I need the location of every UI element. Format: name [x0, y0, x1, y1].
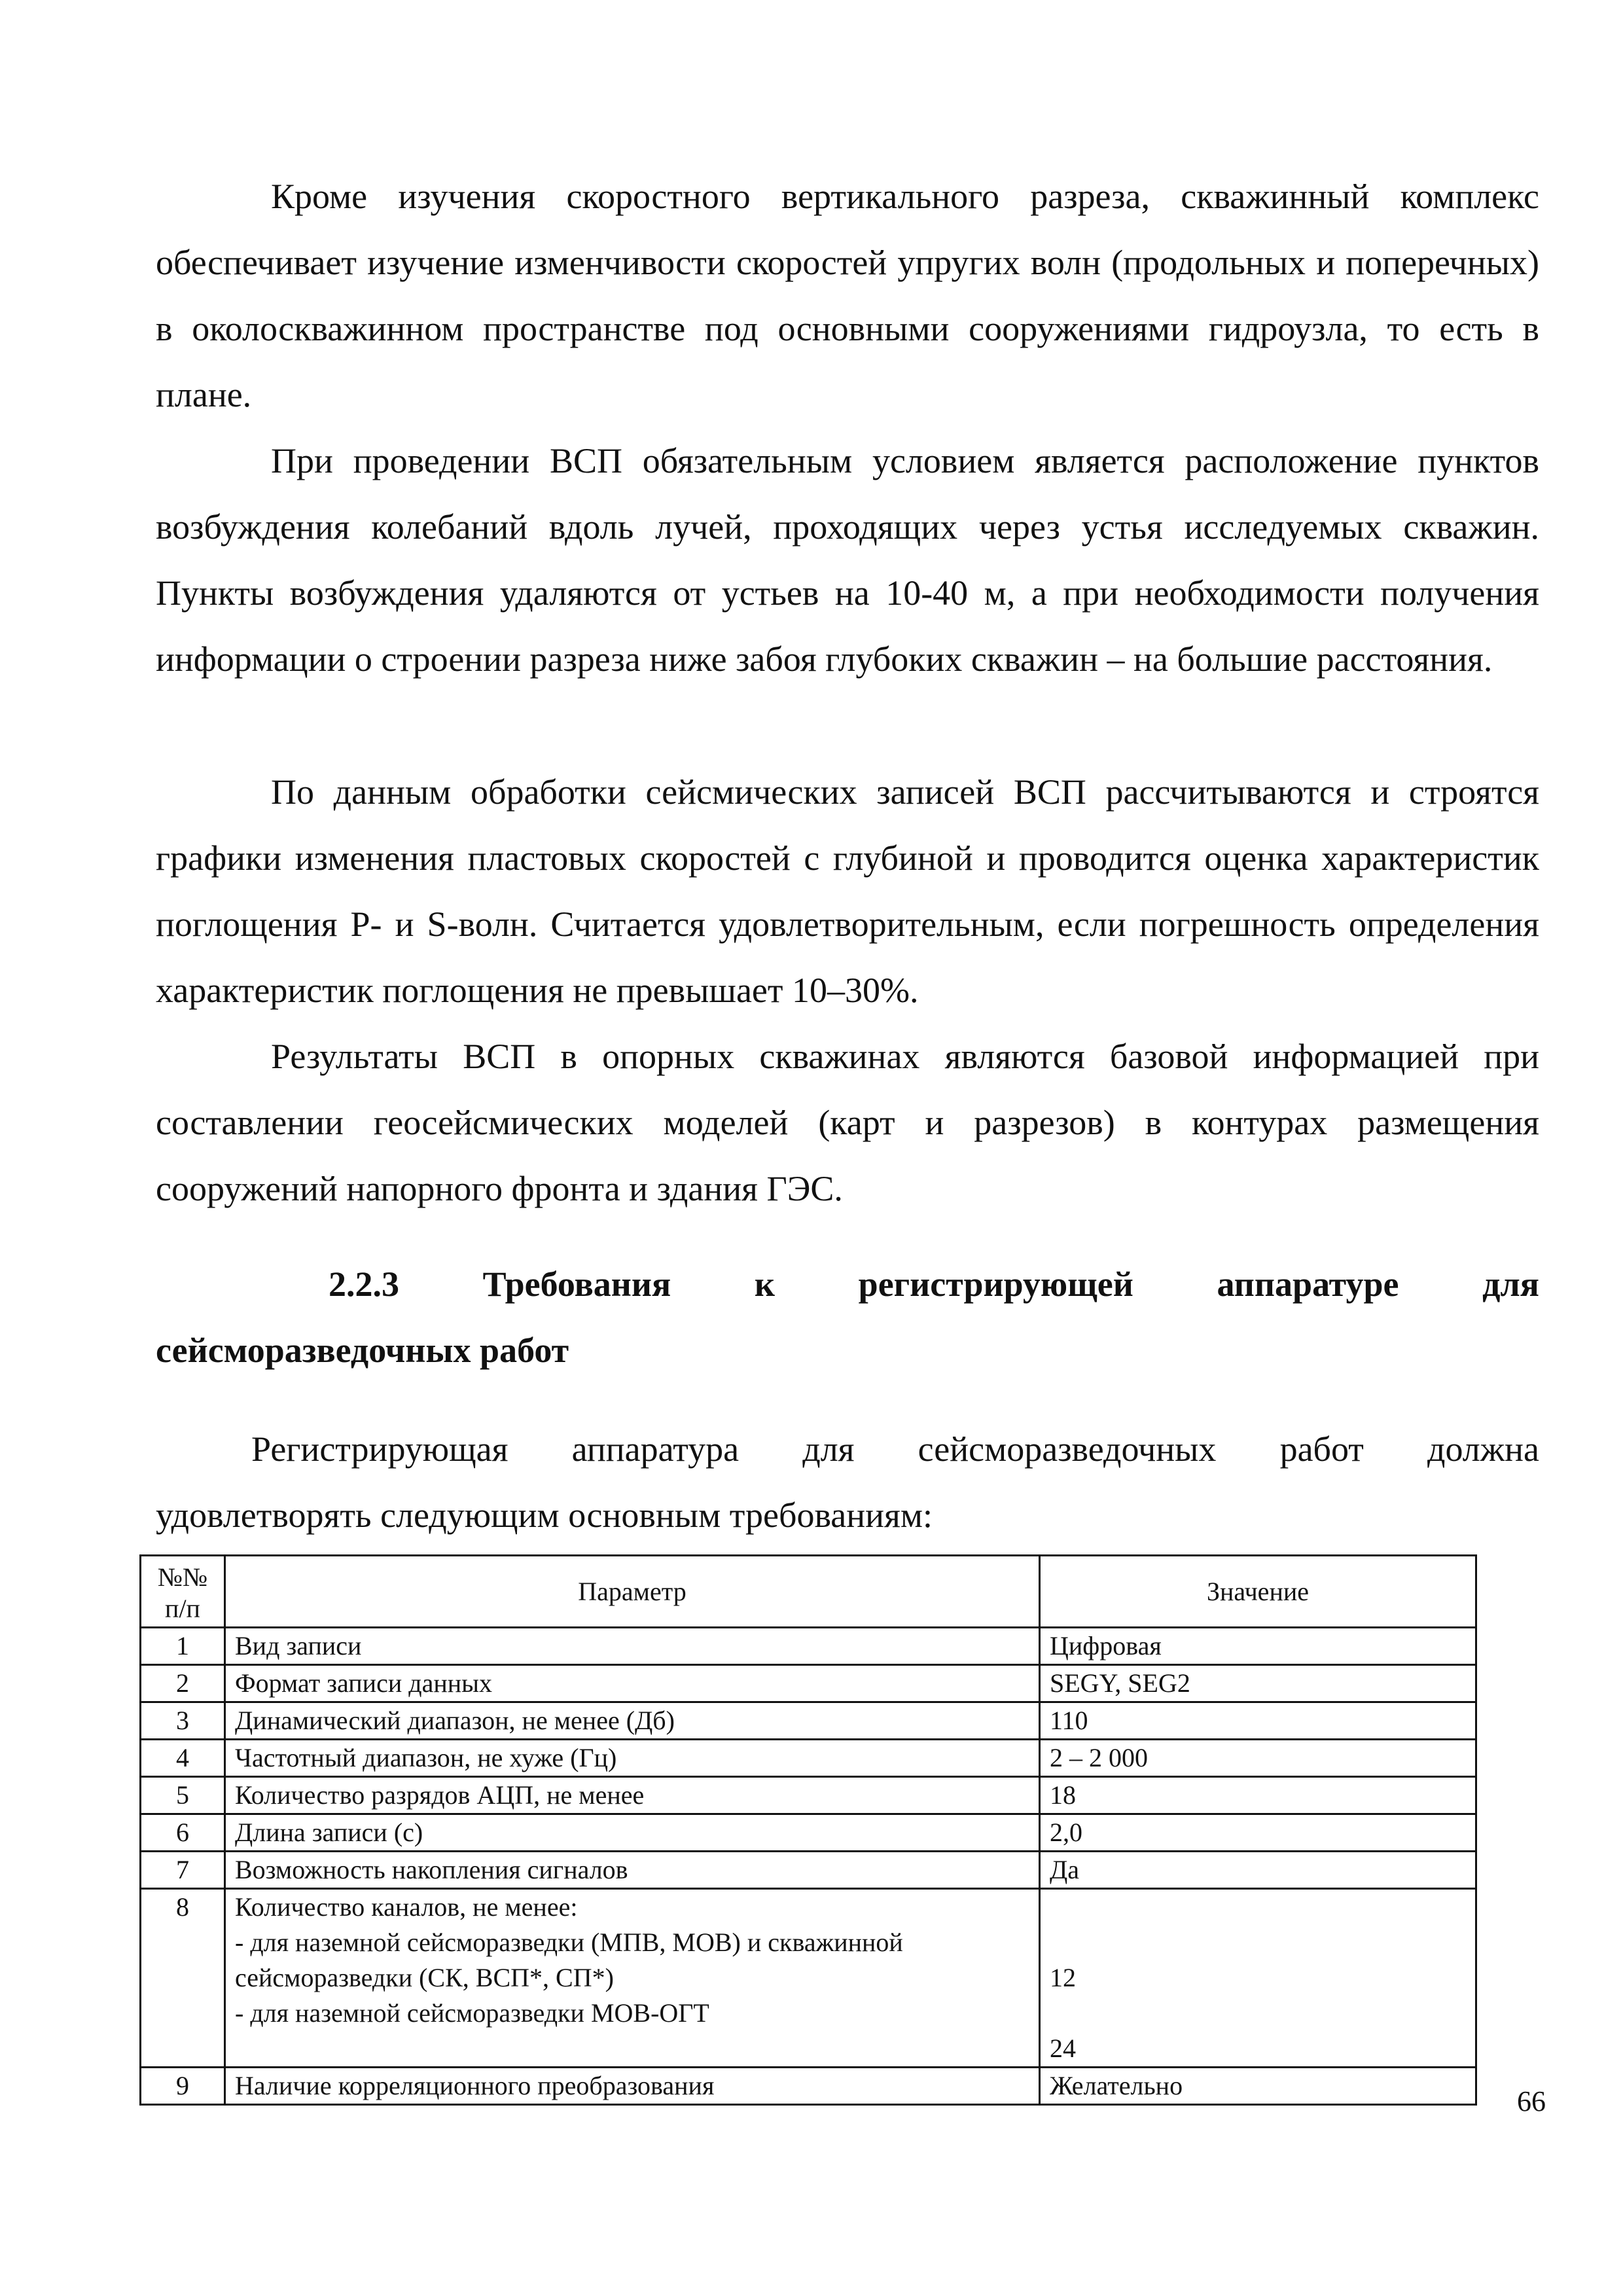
heading-word: к: [754, 1265, 775, 1304]
row-parameter: Возможность накопления сигналов: [225, 1852, 1040, 1889]
section-heading: [156, 1251, 1539, 1384]
requirements-table: [139, 1554, 1477, 2106]
row-number: 7: [141, 1852, 225, 1889]
row-number: 4: [141, 1740, 225, 1777]
intro-word: Регистрирующая: [251, 1429, 508, 1469]
row-number: 3: [141, 1702, 225, 1740]
channels-value-2: 24: [1050, 2034, 1076, 2063]
row-value: Да: [1040, 1852, 1476, 1889]
row-number: 1: [141, 1628, 225, 1665]
table-row: [141, 1777, 1476, 1814]
paragraph-3-first-line: По данным обработки сейсмических записей ВСП рассчитываются и: [271, 772, 1390, 812]
section-number: 2.2.3: [329, 1265, 399, 1304]
paragraph-2: [156, 428, 1539, 692]
header-param: Параметр: [225, 1556, 1040, 1628]
table-row: [141, 1852, 1476, 1889]
paragraph-4: [156, 1024, 1539, 1222]
channels-value-1: 12: [1050, 1963, 1076, 1992]
header-num-line-1: №№: [157, 1562, 208, 1592]
row-value: [1040, 1889, 1476, 2068]
section-heading-line-1: [156, 1251, 1539, 1318]
intro-word: должна: [1427, 1429, 1539, 1469]
row-value: 2 – 2 000: [1040, 1740, 1476, 1777]
row-value: 2,0: [1040, 1814, 1476, 1852]
channels-line: - для наземной сейсморазведки МОВ-ОГТ: [235, 1998, 709, 2028]
heading-word: для: [1482, 1265, 1539, 1304]
intro-word: работ: [1279, 1429, 1364, 1469]
row-parameter: Частотный диапазон, не хуже (Гц): [225, 1740, 1040, 1777]
row-parameter: Динамический диапазон, не менее (Дб): [225, 1702, 1040, 1740]
channels-line: Количество каналов, не менее:: [235, 1892, 578, 1922]
header-num-line-2: п/п: [165, 1593, 200, 1623]
paragraph-1-first-line: Кроме изучения скоростного вертикального разреза, скважинный комплекс: [271, 177, 1539, 216]
table-row: [141, 1814, 1476, 1852]
row-number: 2: [141, 1665, 225, 1702]
row-parameter: Формат записи данных: [225, 1665, 1040, 1702]
heading-word: Требования: [482, 1265, 671, 1304]
table-row: [141, 2068, 1476, 2105]
row-number: 9: [141, 2068, 225, 2105]
heading-word: аппаратуре: [1217, 1265, 1399, 1304]
table-row: [141, 1740, 1476, 1777]
paragraph-1-rest: обеспечивает изучение изменчивости скоростей упругих волн (продольных и поперечных) в околоскважинном пространстве под основными сооружениями гидроузла, то есть в плане.: [156, 243, 1539, 414]
row-value: 18: [1040, 1777, 1476, 1814]
row-parameter: Количество разрядов АЦП, не менее: [225, 1777, 1040, 1814]
intro-word: для: [802, 1429, 855, 1469]
channels-line: сейсморазведки (СК, ВСП*, СП*): [235, 1963, 614, 1992]
paragraph-4-rest: составлении геосейсмических моделей (карт и разрезов) в контурах размещения сооружений напорного фронта и здания ГЭС.: [156, 1103, 1539, 1208]
row-value: Цифровая: [1040, 1628, 1476, 1665]
row-number: 6: [141, 1814, 225, 1852]
row-value: 110: [1040, 1702, 1476, 1740]
row-parameter: Вид записи: [225, 1628, 1040, 1665]
row-parameter: [225, 1889, 1040, 2068]
page-number: 66: [1517, 2085, 1546, 2117]
row-number: 8: [141, 1889, 225, 2068]
table-row: [141, 1628, 1476, 1665]
table-header-row: [141, 1556, 1476, 1628]
row-number: 5: [141, 1777, 225, 1814]
intro-word: сейсморазведочных: [918, 1429, 1217, 1469]
table-row-channels: [141, 1889, 1476, 2068]
table-row: [141, 1702, 1476, 1740]
header-value: Значение: [1040, 1556, 1476, 1628]
intro-paragraph: [156, 1416, 1539, 1549]
paragraph-4-first-line: Результаты ВСП в опорных скважинах являются базовой информацией при: [271, 1037, 1539, 1076]
channels-line: - для наземной сейсморазведки (МПВ, МОВ) и скважинной: [235, 1928, 903, 1957]
paragraph-3-rest: строятся графики изменения пластовых скоростей с глубиной и проводится оценка характеристик поглощения P- и S-волн. Считается удовлетворительным, если погрешность определения характеристик поглощения не превышает 10–30%.: [156, 772, 1540, 1010]
paragraph-3: [156, 759, 1539, 1024]
intro-line-2: удовлетворять следующим основным требованиям:: [156, 1496, 933, 1535]
section-heading-line-2: сейсморазведочных работ: [156, 1331, 569, 1370]
row-parameter: Наличие корреляционного преобразования: [225, 2068, 1040, 2105]
paragraph-2-first-line: При проведении ВСП обязательным условием является расположение: [271, 441, 1398, 480]
heading-word: регистрирующей: [858, 1265, 1133, 1304]
table-row: [141, 1665, 1476, 1702]
intro-line-1: [156, 1416, 1539, 1482]
intro-word: аппаратура: [571, 1429, 740, 1469]
header-num: [141, 1556, 225, 1628]
row-value: SEGY, SEG2: [1040, 1665, 1476, 1702]
row-parameter: Длина записи (с): [225, 1814, 1040, 1852]
paragraph-2-rest: пунктов возбуждения колебаний вдоль лучей, проходящих через устья исследуемых скважин. Пункты возбуждения удаляются от устьев на 10-40 м, а при необходимости получения информации о строении разреза ниже забоя глубоких скважин – на большие расстояния.: [156, 441, 1539, 679]
paragraph-1: [156, 164, 1539, 428]
row-value: Желательно: [1040, 2068, 1476, 2105]
